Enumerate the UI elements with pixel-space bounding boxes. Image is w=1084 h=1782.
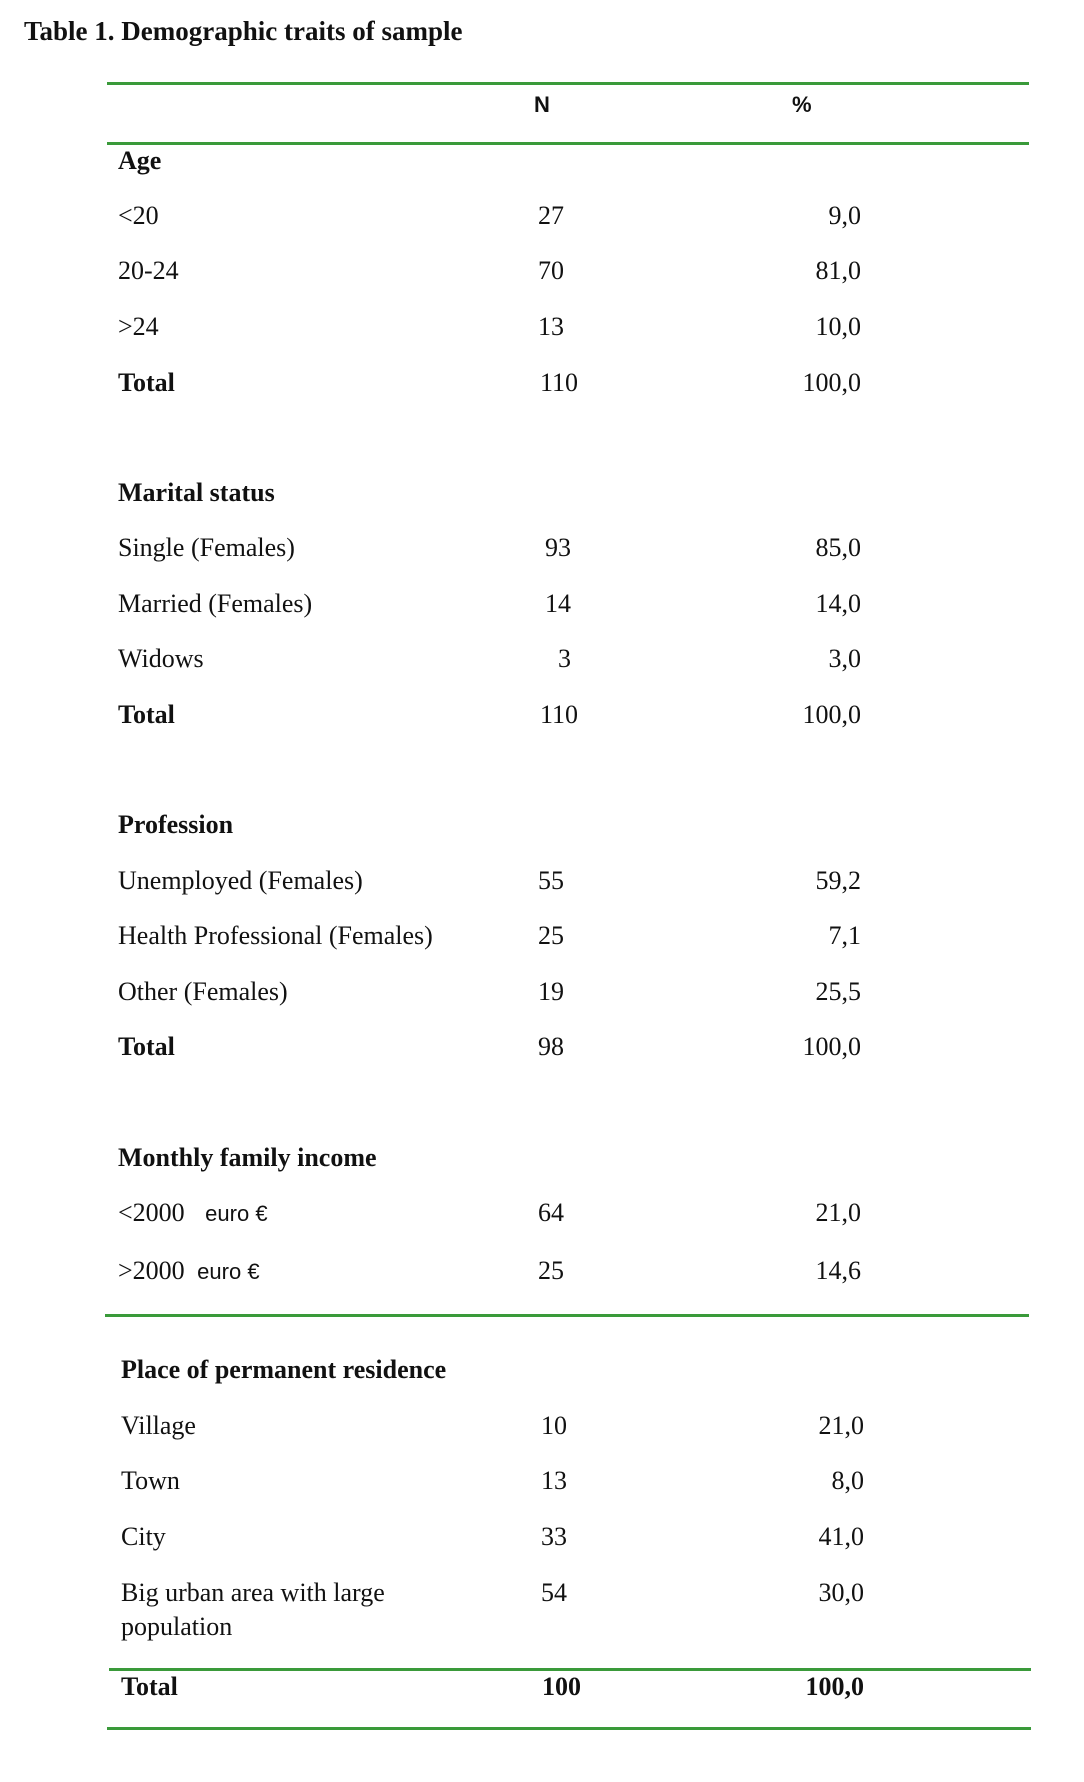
row-pct: 41,0 [818,1522,864,1551]
row-pct: 14,6 [815,1256,861,1285]
row-pct: 9,0 [828,201,861,230]
row-pct-total: 100,0 [802,1032,861,1061]
rule-bottom [107,1727,1031,1730]
table-title: Table 1. Demographic traits of sample [24,16,463,46]
row-n: 33 [541,1522,567,1551]
currency-unit: euro € [197,1259,260,1284]
rule-header [107,142,1029,145]
row-pct-total: 100,0 [802,700,861,729]
row-n: 10 [541,1411,567,1440]
row-n: 19 [538,977,564,1006]
row-label: >24 [118,312,159,341]
row-pct: 30,0 [818,1578,864,1607]
section-heading-marital: Marital status [118,478,275,507]
row-label: Widows [118,644,204,673]
row-n: 3 [558,644,571,673]
row-n: 55 [538,866,564,895]
rule-top [107,82,1029,85]
row-n: 25 [538,1256,564,1285]
row-n: 54 [541,1578,567,1607]
row-pct: 81,0 [815,256,861,285]
currency-unit: euro € [205,1201,268,1226]
row-label [118,1196,268,1231]
section-heading-profession: Profession [118,810,234,839]
row-label: <20 [118,201,159,230]
row-pct: 85,0 [815,533,861,562]
row-pct: 14,0 [815,589,861,618]
row-n: 27 [538,201,564,230]
row-n-total: 100 [542,1672,581,1701]
header-n: N [534,92,550,117]
row-n: 13 [538,312,564,341]
row-pct: 7,1 [828,921,861,950]
row-n: 93 [545,533,571,562]
row-pct-total: 100,0 [802,368,861,397]
income-threshold: <2000 [118,1198,185,1227]
row-label: Village [121,1411,196,1440]
row-label: Unemployed (Females) [118,866,363,895]
row-label: Town [121,1466,180,1495]
row-pct: 21,0 [815,1198,861,1227]
row-n: 14 [545,589,571,618]
section-heading-income: Monthly family income [118,1143,377,1172]
row-pct-total: 100,0 [805,1672,864,1701]
rule-income-bottom [105,1314,1029,1317]
row-n: 64 [538,1198,564,1227]
row-label: Other (Females) [118,977,288,1006]
section-heading-residence: Place of permanent residence [121,1355,447,1384]
row-pct: 8,0 [831,1466,864,1495]
row-n: 13 [541,1466,567,1495]
row-label-total: Total [121,1672,178,1701]
row-n: 25 [538,921,564,950]
row-label: Health Professional (Females) [118,921,433,950]
row-n-total: 98 [538,1032,564,1061]
row-pct: 25,5 [815,977,861,1006]
row-label: Married (Females) [118,589,313,618]
row-pct: 10,0 [815,312,861,341]
section-heading-age: Age [118,146,162,175]
row-n-total: 110 [539,368,578,397]
row-pct: 21,0 [818,1411,864,1440]
row-label: Big urban area with large population [121,1578,385,1641]
row-n: 70 [538,256,564,285]
header-pct: % [792,92,812,117]
row-n-total: 110 [539,700,578,729]
row-label: City [121,1522,166,1551]
row-label: Single (Females) [118,533,295,562]
row-label-total: Total [118,700,175,729]
row-label [118,1254,260,1289]
row-label-total: Total [118,1032,175,1061]
income-threshold: >2000 [118,1256,185,1285]
row-label-total: Total [118,368,175,397]
row-pct: 59,2 [815,866,861,895]
row-pct: 3,0 [828,644,861,673]
row-label: 20-24 [118,256,179,285]
